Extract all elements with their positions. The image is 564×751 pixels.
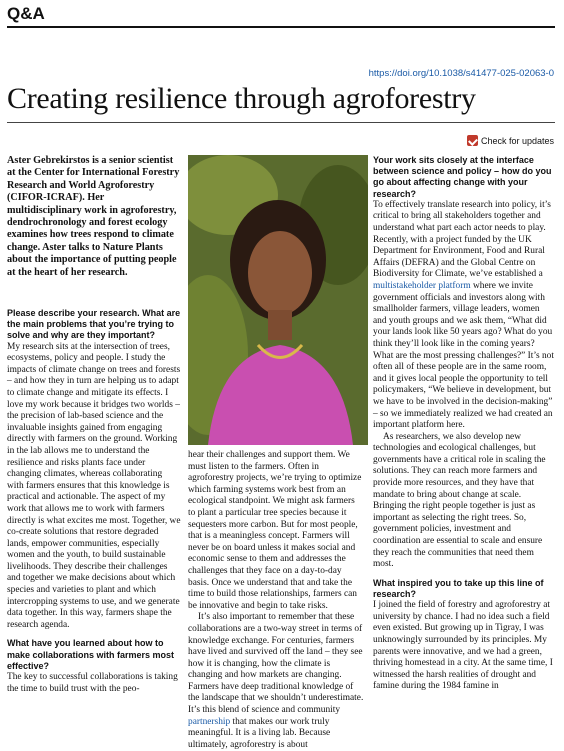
header-rule [7,26,555,28]
answer-1: My research sits at the intersection of trees, ecosystems, policy and people. I study the impacts of climate change on trees and forests – and how they in turn are helping us to adapt to climate change and mitigate its effects. I love my work because it bridges two worlds – the precision of lab-based science and the invaluable insights gained from engaging directly with farmers on the ground. Working in the lab allows me to understand the resilience and risks plants face under changing climates, whereas collaborating with farmers ensures that this knowledge is practical and actionable. The aspect of my work that allows me to work with farmers directly is what excites me most. Together, we co-create solutions that restore degraded lands, empower communities, especially women and the youth, to build sustainable livelihoods. They describe their challenges and together we make decisions about which species and varieties to plant and which intercropping systems to use, and we generate data together. In this way, farmers shape the research agenda. [7,341,181,630]
answer-3-text-b: where we invite government officials and investors along with smallholder farmers, village leaders, women and youth groups and we ask them, “What did your lands look like 50 years ago? What do you think they’ll look like in the coming years? What are the most pressing challenges?” It’s not often all of these people are in the same room, and it gives local people the opportunity to tell policymakers, “We believe in development, but we have to be involved in the decision-making” – so we immediately realized we had created an important platform here. [373,280,554,431]
article-title: Creating resilience through agroforestry [7,82,476,115]
column-2-text-a: It’s also important to remember that these collaborations are a two-way street in terms of knowledge exchange. For centuries, farmers have lived and survived off the land – they see how it is changing, how the climate is changing and how markets are changing. Farmers have deep traditional knowledge of the landscape that we shouldn’t underestimate. It’s this blend of science and community [188,612,364,716]
question-4: What inspired you to take up this line of research? [373,577,544,600]
check-for-updates-button[interactable] [467,135,554,146]
doi-link[interactable]: https://doi.org/10.1038/s41477-025-02063-0 [368,68,554,79]
column-3 [373,155,555,693]
check-updates-icon [467,135,478,146]
intro-paragraph: Aster Gebrekirstos is a senior scientist at the Center for International Forestry Research and World Agroforestry (CIFOR-ICRAF). Her multidisciplinary work in agroforestry, dendrochronology and forest ecology examines how trees respond to climate change. Aster talks to Nature Plants about the importance of putting people at the heart of her research. [7,155,180,278]
section-label: Q&A [7,4,45,23]
column-2-paragraph-1: hear their challenges and support them. We must listen to the farmers. Often in agroforestry projects, we’re trying to optimize which farming systems work best from an ecological standpoint. We might ask farmers to plant a particular tree species because it sequesters more carbon. But for most people, that is a meaningless concept. Farmers will never be on board unless it makes social and economic sense to them and addresses the challenges that they face on a day-to-day basis. Once we understand that and take the time to build those relationships, farmers can be innovative and begin to take risks. [188,450,362,611]
column-2-text-b: that makes our work truly meaningful. It is a living lab. Because ultimately, agroforestry is about [188,716,331,750]
column-1 [7,308,181,695]
question-1: Please describe your research. What are the main problems that you’re trying to solve and why are they important? [7,308,181,341]
answer-4: I joined the field of forestry and agroforestry at university by chance. I had no idea such a field even existed. But growing up in Tigray, I was unknowingly surrounded by its principles. My parents were innovative, and we had a green, thriving homestead in a city. At the same time, I witnessed the harsh realities of drought and famine during the 1984 famine in [373,600,553,692]
check-updates-label: Check for updates [480,135,554,146]
answer-3-text-a: To effectively translate research into policy, it’s critical to bring all stakeholders together and understand what part each actor needs to play. Recently, with a project funded by the UK Department for Environment, Food and Rural Affairs (DEFRA) and the Global Centre on Biodiversity for Climate, we’ve established a [373,199,551,280]
answer-3 [373,200,555,432]
column-2 [188,450,364,751]
question-2: What have you learned about how to make collaborations with farmers most effective? [7,638,175,671]
answer-2: The key to successful collaborations is taking the time to build trust with the peo- [7,672,178,694]
answer-3-paragraph-2: As researchers, we also develop new technologies and ecological challenges, but governments have a critical role in scaling the solutions. They can reach more farmers and provide more resources, and they have that mandate to bring about change at scale. Bringing the right people together is just as important as selecting the right trees. So, government policies, investment and coordination are essential to scale and ensure they reach the communities that need them most. [373,431,546,570]
title-rule [7,122,555,123]
question-3: Your work sits closely at the interface between science and policy – how do you go about affecting change with your research? [373,155,552,199]
portrait-photo [188,155,368,445]
partnership-link[interactable]: partnership [188,716,231,727]
multistakeholder-link[interactable]: multistakeholder platform [373,280,471,291]
